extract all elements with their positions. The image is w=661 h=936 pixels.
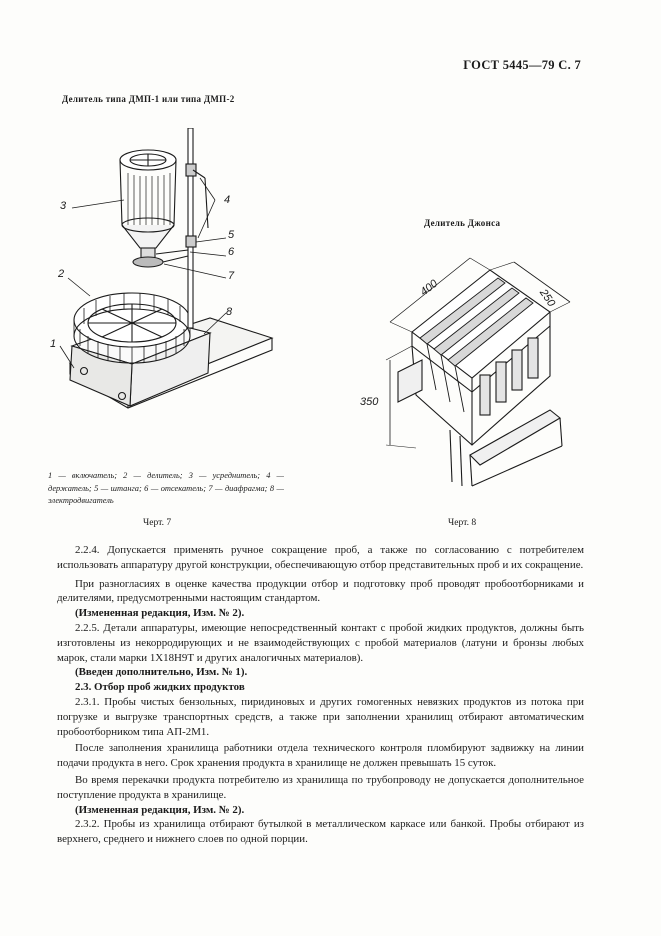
- fig7-label-1: 1: [50, 338, 57, 350]
- fig7-label-4: 4: [224, 194, 231, 206]
- fig7-label-5: 5: [228, 229, 235, 241]
- section-heading-2-3: 2.3. Отбор проб жидких продуктов: [75, 681, 245, 694]
- paragraph-pumping: Во время перекачки продукта потребителю из хранилища по трубопроводу не допускается дополнительное поступление продукта в хранилище.: [57, 773, 584, 801]
- figure7-title: Делитель типа ДМП-1 или типа ДМП-2: [62, 94, 235, 104]
- fig8-dim-400: 400: [418, 277, 441, 299]
- fig8-dim-350: 350: [360, 396, 379, 408]
- amendment-note-2: (Введен дополнительно, Изм. № 1).: [75, 666, 248, 679]
- paragraph-storage: После заполнения хранилища работники отдела технического контроля пломбируют задвижку на линии подачи продукта в него. Срок хранения продукта в хранилище не должен превышать 15 суток.: [57, 742, 584, 770]
- fig7-label-7: 7: [228, 270, 235, 282]
- figure7-caption: Черт. 7: [143, 517, 172, 528]
- amendment-note-1: (Измененная редакция, Изм. № 2).: [75, 607, 245, 620]
- paragraph-2-2-5: 2.2.5. Детали аппаратуры, имеющие непосредственный контакт с пробой жидких продуктов, должны быть изготовлены из некорродирующих и не взаимодействующих с пробой материалов (латуни и бронзы любых марок, стали марки 1Х18Н9Т и других аналогичных материалов).: [57, 621, 584, 664]
- paragraph-disagreements: При разногласиях в оценке качества продукции отбор и подготовку проб проводят пробоотборниками и делителями, предусмотренными настоящим стандартом.: [57, 577, 584, 605]
- figure7-legend: 1 — включатель; 2 — делитель; 3 — усреднитель; 4 — держатель; 5 — штанга; 6 — отсекатель; 7 — диафрагма; 8 — электродвигатель: [48, 471, 284, 505]
- figure7-drawing: [40, 128, 280, 448]
- paragraph-2-2-4: 2.2.4. Допускается применять ручное сокращение проб, а также по согласованию с потребителем использовать аппаратуру другой конструкции, обеспечивающую отбор представительных проб и их сокращение.: [57, 544, 584, 571]
- fig7-label-3: 3: [60, 200, 67, 212]
- amendment-note-3: (Измененная редакция, Изм. № 2).: [75, 803, 245, 816]
- fig7-label-2: 2: [58, 268, 65, 280]
- paragraph-2-3-1: 2.3.1. Пробы чистых бензольных, пиридиновых и других гомогенных невязких продуктов из потока при погрузке и выгрузке транспортных средств, а также при заполнении хранилищ отбирают автоматическим пробоотборником типа АП-2М1.: [57, 695, 584, 738]
- fig7-label-6: 6: [228, 246, 235, 258]
- paragraph-2-3-2: 2.3.2. Пробы из хранилища отбирают бутылкой в металлическом каркасе или банкой. Пробы отбирают из верхнего, среднего и нижнего слоев по одной порции.: [57, 818, 584, 846]
- body-text: [57, 543, 584, 847]
- fig8-dim-250: 250: [537, 287, 558, 309]
- fig7-label-8: 8: [226, 306, 233, 318]
- figure8-caption: Черт. 8: [448, 517, 477, 528]
- figure8-drawing: [350, 250, 600, 500]
- page-header: ГОСТ 5445—79 С. 7: [463, 58, 581, 72]
- figure8-title: Делитель Джонса: [424, 218, 501, 228]
